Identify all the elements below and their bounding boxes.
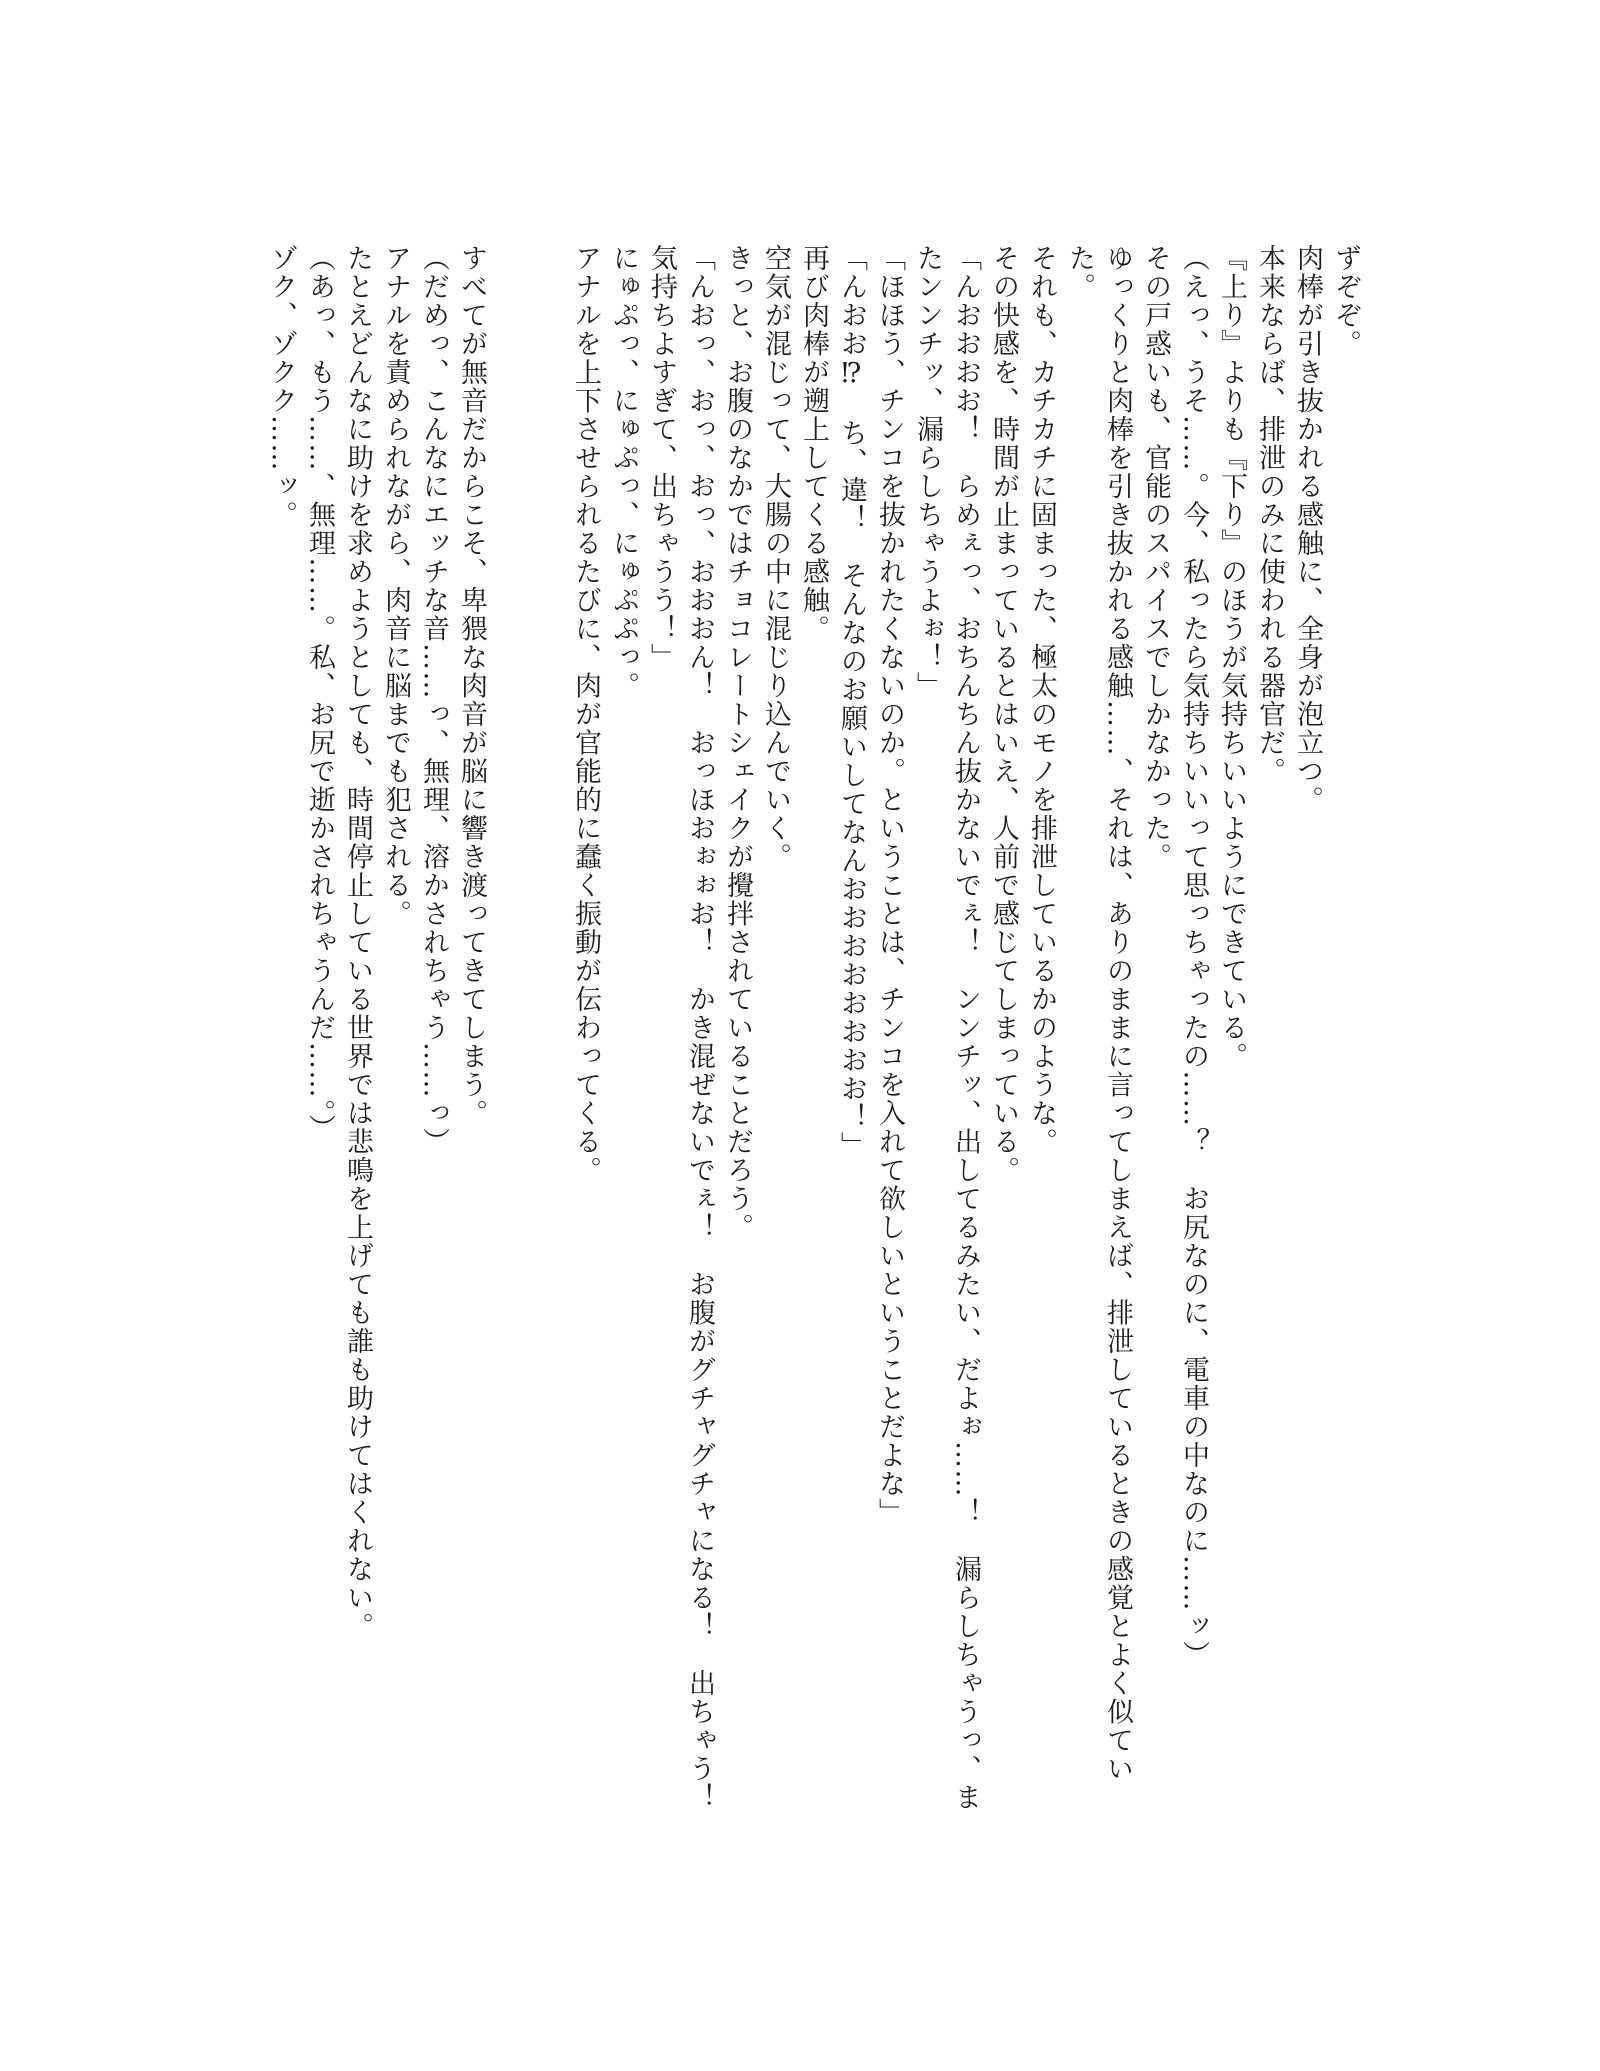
text-column: たとえどんなに助けを求めようとしても、時間停止している世界では悲鳴を上げても誰も助けてはくれない。 <box>342 244 373 1641</box>
text-column: その戸惑いも、官能のスパイスでしかなかった。 <box>1140 244 1171 871</box>
text-column: 肉棒が引き抜かれる感触に、全身が泡立つ。 <box>1292 244 1323 814</box>
text-column: それも、カチカチに固まった、極太のモノを排泄しているかのような。 <box>1026 244 1057 1156</box>
text-column: 空気が混じって、大腸の中に混じり込んでいく。 <box>760 244 791 871</box>
text-column: 気持ちよすぎて、出ちゃうう！」 <box>646 244 677 672</box>
text-column: きっと、お腹のなかではチョコレートシェイクが攪拌されていることだろう。 <box>722 244 753 1242</box>
text-column: （えっ、うそ……。今、私ったら気持ちいいって思っちゃったの……？ お尻なのに、電車の中なのに……ッ） <box>1178 244 1209 1669</box>
text-column: 「んおおおお！ らめぇっ、おちんちん抜かないでぇ！ ンンチッ、出してるみたい、だよぉ……！ 漏らしちゃうっ、ま <box>950 244 981 1812</box>
text-column: た。 <box>1064 244 1095 301</box>
text-column: 『上り』よりも『下り』のほうが気持ちいいようにできている。 <box>1216 244 1247 1071</box>
text-column: （だめっ、こんなにエッチな音……っ、無理、溶かされちゃう……っ） <box>418 244 449 1156</box>
text-column: ゆっくりと肉棒を引き抜かれる感触……、それは、ありのままに言ってしまえば、排泄しているときの感覚とよく似てい <box>1102 244 1133 1783</box>
text-column: ゾク、ゾクク……ッ。 <box>266 244 297 529</box>
text-column: 「ほほう、チンコを抜かれたくないのか。ということは、チンコを入れて欲しいということだよな」 <box>874 244 905 1527</box>
text-column: たンンチッ、漏らしちゃうよぉ！」 <box>912 244 943 700</box>
vertical-text-block <box>262 244 1364 1844</box>
text-column: 「んおっ、おっ、おっ、おおおん！ おっほおぉぉお！ かき混ぜないでぇ！ お腹がグチャグチャになる！ 出ちゃう！ <box>684 244 715 1812</box>
text-column: 「んおお⁉ ち、違！ そんなのお願いしてなんおおおおおおおお！」 <box>836 244 867 1160</box>
text-column: 再び肉棒が遡上してくる感触。 <box>798 244 829 643</box>
text-column: 本来ならば、排泄のみに使われる器官だ。 <box>1254 244 1285 786</box>
text-column: すべてが無音だからこそ、卑猥な肉音が脳に響き渡ってきてしまう。 <box>456 244 487 1128</box>
text-column: ずぞぞ。 <box>1330 244 1361 358</box>
text-column: にゅぷっ、にゅぷっ、にゅぷぷっ。 <box>608 244 639 700</box>
text-column: アナルを上下させられるたびに、肉が官能的に蠢く振動が伝わってくる。 <box>570 244 601 1185</box>
text-column: アナルを責められながら、肉音に脳までも犯される。 <box>380 244 411 928</box>
text-column: その快感を、時間が止まっているとはいえ、人前で感じてしまっている。 <box>988 244 1019 1185</box>
text-column: （あっ、もう……、無理……。私、お尻で逝かされちゃうんだ……。） <box>304 244 335 1143</box>
